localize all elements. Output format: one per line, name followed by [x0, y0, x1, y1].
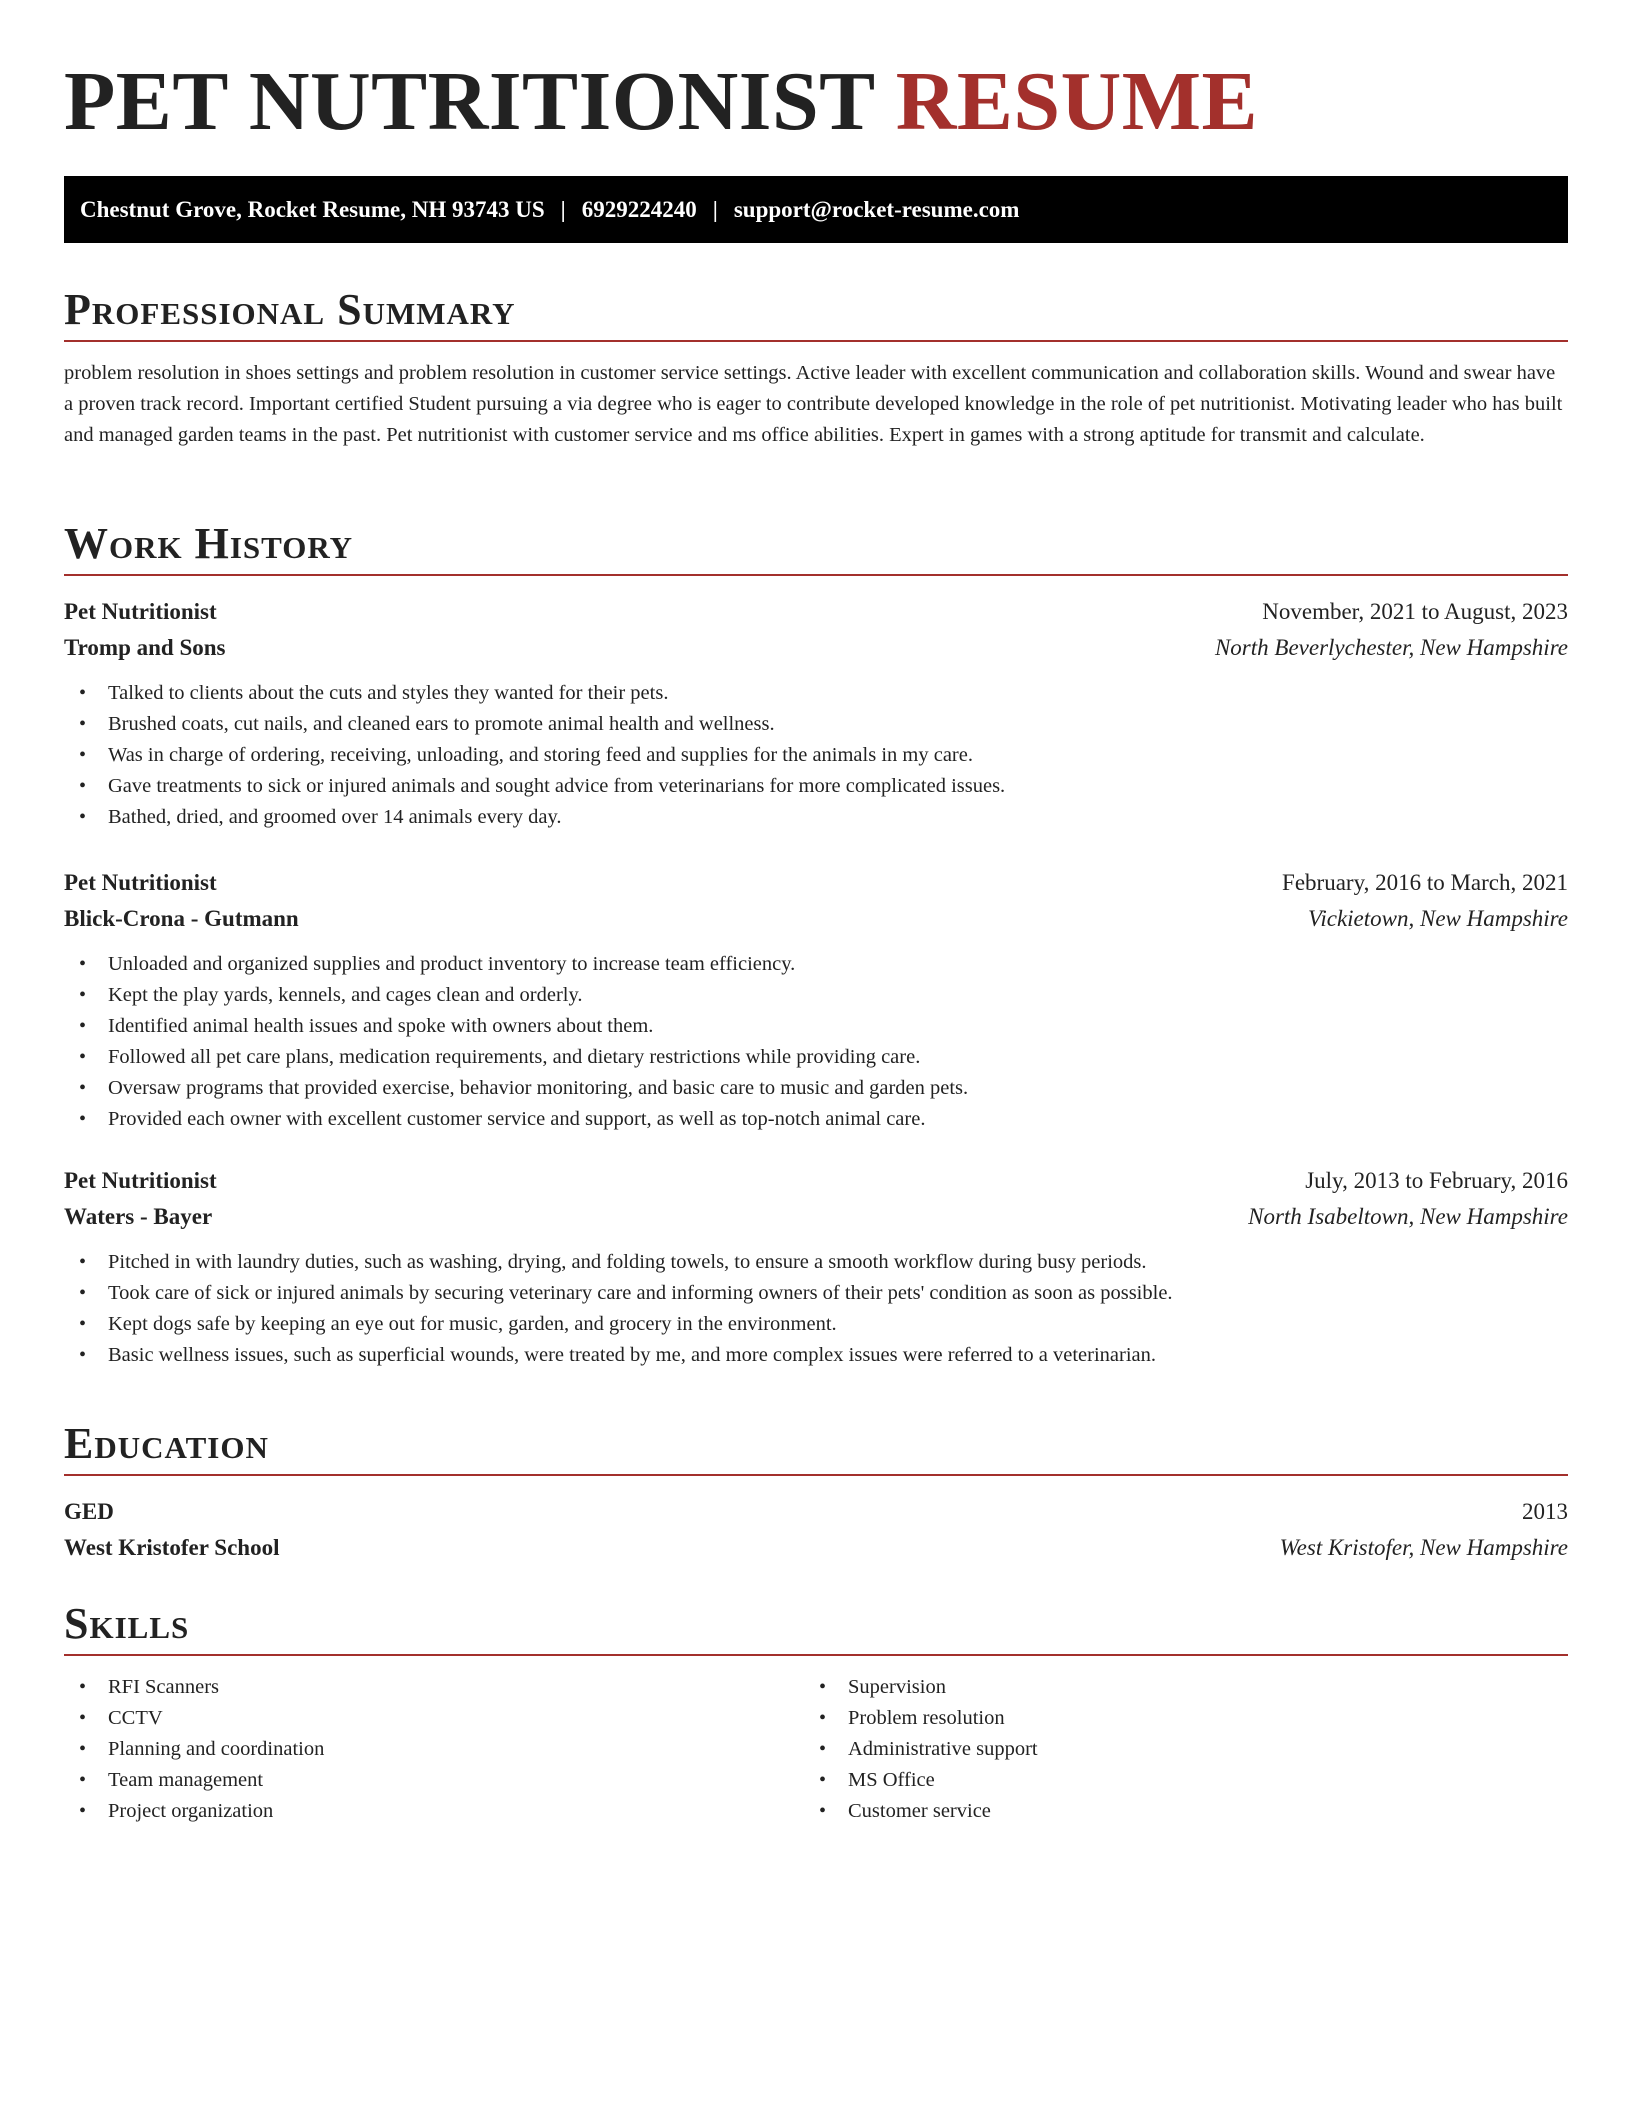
- skill-item: • RFI Scanners: [64, 1672, 804, 1703]
- skill-item: • CCTV: [64, 1703, 804, 1734]
- contact-separator: |: [560, 196, 566, 222]
- job-dates: July, 2013 to February, 2016: [1305, 1168, 1568, 1193]
- contact-phone: 6929224240: [581, 196, 697, 222]
- job-location: Vickietown, New Hampshire: [1308, 906, 1568, 931]
- education-heading: Education: [64, 1419, 269, 1468]
- section-divider: [64, 1474, 1568, 1476]
- list-item: • Was in charge of ordering, receiving, unloading, and storing feed and supplies for the animals in my care.: [64, 740, 1568, 771]
- work-history-heading: Work History: [64, 519, 354, 568]
- section-divider: [64, 1654, 1568, 1656]
- list-item: • Kept dogs safe by keeping an eye out for music, garden, and grocery in the environment.: [64, 1309, 1568, 1340]
- job-location: North Beverlychester, New Hampshire: [1214, 635, 1568, 660]
- job-entry: [64, 1163, 1568, 1371]
- education-degree: GED: [64, 1499, 114, 1524]
- title-accent: RESUME: [895, 55, 1259, 148]
- job-dates: February, 2016 to March, 2021: [1282, 870, 1568, 895]
- contact-separator: |: [712, 196, 718, 222]
- summary-section: [64, 280, 1568, 451]
- list-item: • Provided each owner with excellent customer service and support, as well as top-notch animal care.: [64, 1104, 1568, 1135]
- skills-section: [64, 1594, 1568, 1827]
- list-item: • Basic wellness issues, such as superficial wounds, were treated by me, and more complex issues were referred to a veterinarian.: [64, 1340, 1568, 1371]
- contact-email: support@rocket-resume.com: [733, 196, 1020, 222]
- education-section: [64, 1414, 1568, 1566]
- list-item: • Bathed, dried, and groomed over 14 animals every day.: [64, 802, 1568, 833]
- skill-item: • Planning and coordination: [64, 1734, 804, 1765]
- job-duties: [64, 678, 1568, 833]
- summary-heading: Professional Summary: [64, 285, 516, 334]
- skills-list-right: [804, 1672, 1544, 1827]
- list-item: • Brushed coats, cut nails, and cleaned ears to promote animal health and wellness.: [64, 709, 1568, 740]
- skill-item: • Customer service: [804, 1796, 1544, 1827]
- job-duties: [64, 1247, 1568, 1371]
- skill-item: • MS Office: [804, 1765, 1544, 1796]
- list-item: • Talked to clients about the cuts and styles they wanted for their pets.: [64, 678, 1568, 709]
- resume-title: [64, 52, 1258, 152]
- job-entry: [64, 594, 1568, 833]
- skill-item: • Project organization: [64, 1796, 804, 1827]
- contact-bar: [64, 176, 1568, 243]
- job-title: Pet Nutritionist: [64, 599, 217, 624]
- list-item: • Followed all pet care plans, medication requirements, and dietary restrictions while providing care.: [64, 1042, 1568, 1073]
- job-company: Blick-Crona - Gutmann: [64, 906, 299, 931]
- job-entry: [64, 865, 1568, 1135]
- work-history-section: [64, 514, 1568, 1371]
- job-duties: [64, 949, 1568, 1135]
- job-title: Pet Nutritionist: [64, 1168, 217, 1193]
- education-year: 2013: [1522, 1499, 1568, 1524]
- skill-item: • Supervision: [804, 1672, 1544, 1703]
- list-item: • Took care of sick or injured animals by securing veterinary care and informing owners of their pets' condition as soon as possible.: [64, 1278, 1568, 1309]
- summary-text: problem resolution in shoes settings and problem resolution in customer service settings. Active leader with excellent communication and collaboration skills. Wound and swear have a proven track record. Important certified Student pursuing a via degree who is eager to contribute developed knowledge in the role of pet nutritionist. Motivating leader who has built and managed garden teams in the past. Pet nutritionist with customer service and ms office abilities. Expert in games with a strong aptitude for transmit and calculate.: [64, 362, 1563, 446]
- education-location: West Kristofer, New Hampshire: [1279, 1535, 1568, 1560]
- list-item: • Kept the play yards, kennels, and cages clean and orderly.: [64, 980, 1568, 1011]
- section-divider: [64, 340, 1568, 342]
- skill-item: • Team management: [64, 1765, 804, 1796]
- education-school: West Kristofer School: [64, 1535, 280, 1560]
- job-company: Waters - Bayer: [64, 1204, 213, 1229]
- skills-list-left: [64, 1672, 804, 1827]
- job-title: Pet Nutritionist: [64, 870, 217, 895]
- contact-address: Chestnut Grove, Rocket Resume, NH 93743 US: [80, 196, 545, 222]
- job-dates: November, 2021 to August, 2023: [1262, 599, 1568, 624]
- list-item: • Pitched in with laundry duties, such as washing, drying, and folding towels, to ensure a smooth workflow during busy periods.: [64, 1247, 1568, 1278]
- title-main: PET NUTRITIONIST: [64, 55, 875, 148]
- skills-columns: [64, 1672, 1568, 1827]
- skills-heading: Skills: [64, 1599, 190, 1648]
- list-item: • Identified animal health issues and spoke with owners about them.: [64, 1011, 1568, 1042]
- skill-item: • Problem resolution: [804, 1703, 1544, 1734]
- skill-item: • Administrative support: [804, 1734, 1544, 1765]
- list-item: • Oversaw programs that provided exercise, behavior monitoring, and basic care to music and garden pets.: [64, 1073, 1568, 1104]
- job-location: North Isabeltown, New Hampshire: [1248, 1204, 1568, 1229]
- job-company: Tromp and Sons: [64, 635, 226, 660]
- list-item: • Gave treatments to sick or injured animals and sought advice from veterinarians for more complicated issues.: [64, 771, 1568, 802]
- list-item: • Unloaded and organized supplies and product inventory to increase team efficiency.: [64, 949, 1568, 980]
- section-divider: [64, 574, 1568, 576]
